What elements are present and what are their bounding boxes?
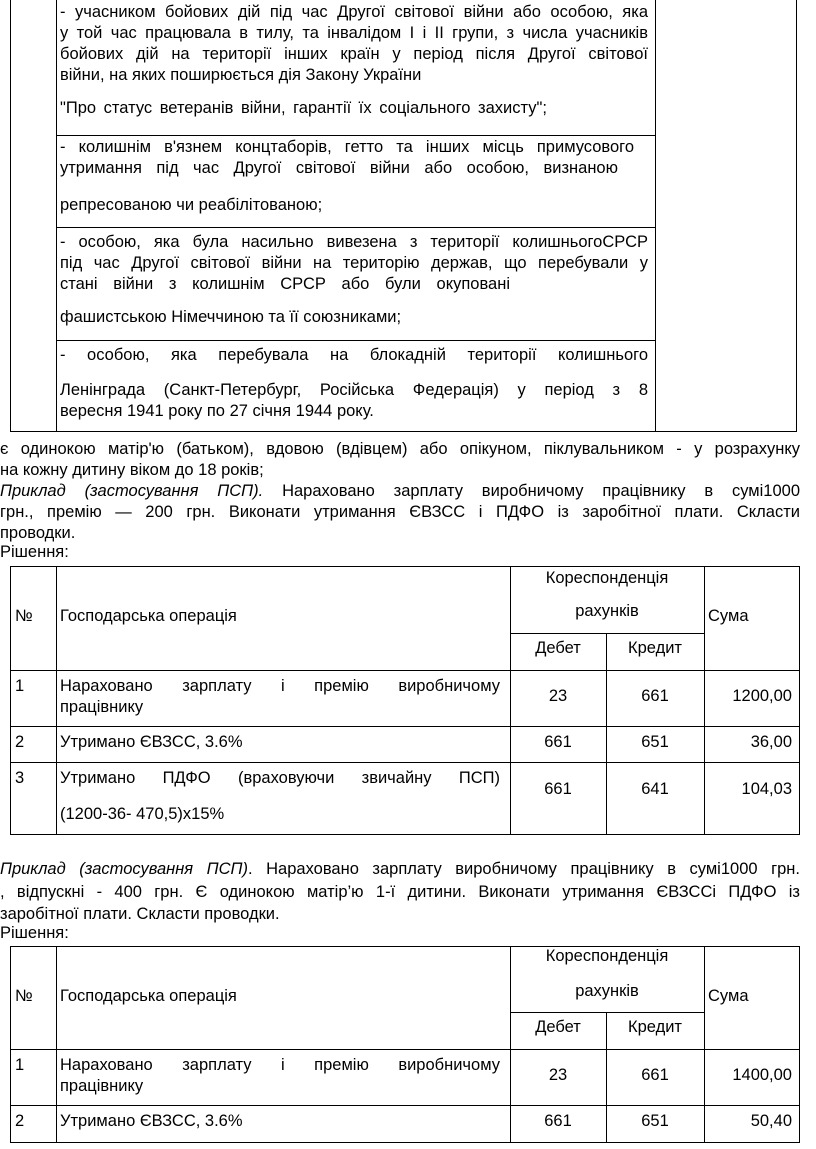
- t1-row1-op1: Нараховано зарплату і премію виробничому: [60, 677, 500, 695]
- example2-label: Приклад (застосування ПСП): [0, 860, 248, 878]
- t1-header-debit: Дебет: [535, 639, 581, 657]
- t1-row2-sum: 36,00: [750, 733, 792, 751]
- cell4-line1: - особою, яка перебувала на блокадній території колишнього: [60, 346, 648, 364]
- cell1-line2: у той час працювала в тилу, та інвалідом I і II групи, з числа учасників: [60, 24, 648, 42]
- t2-header-debit: Дебет: [535, 1018, 581, 1036]
- paragraph1-line1: є одинокою матір'ю (батьком), вдовою (вдівцем) або опікуном, піклувальником - у розрахунку: [0, 440, 800, 458]
- example2-line1: [0, 859, 800, 880]
- t1-row3-sum: 104,03: [741, 780, 792, 798]
- cell3-line2: під час Другої світової війни на територію держав, що перебували у: [60, 254, 648, 272]
- t2-header-operation: Господарська операція: [60, 987, 237, 1005]
- t1-row2-credit: 651: [641, 733, 669, 751]
- t1-header-corr2: рахунків: [575, 602, 639, 620]
- t2-header-corr1: Кореспонденція: [545, 947, 669, 965]
- t2-header-sum: Сума: [708, 987, 749, 1005]
- t1-row2-op1: Утримано ЄВЗСС, 3.6%: [60, 733, 243, 751]
- cell2-line1: - колишнім в'язнем концтаборів, гетто та інших місць примусового: [60, 138, 634, 156]
- example1-label: Приклад (застосування ПСП).: [0, 482, 264, 500]
- cell4-line3: вересня 1941 року по 27 січня 1944 року.: [60, 402, 374, 420]
- t1-row1-credit: 661: [641, 687, 669, 705]
- t1-row1-num: 1: [15, 677, 25, 695]
- t2-row2-credit: 651: [641, 1112, 669, 1130]
- t1-header-corr1: Кореспонденція: [545, 569, 669, 587]
- example2-solution: Рішення:: [0, 924, 69, 942]
- t1-row3-op1: Утримано ПДФО (враховуючи звичайну ПСП): [60, 769, 500, 787]
- t1-header-operation: Господарська операція: [60, 607, 237, 625]
- t1-row3-credit: 641: [641, 780, 669, 798]
- t2-row2-num: 2: [15, 1112, 25, 1130]
- example2-text1: . Нараховано зарплату виробничому працівнику в сумі1000 грн.: [248, 860, 800, 878]
- t2-row1-sum: 1400,00: [732, 1066, 792, 1084]
- paragraph1-line2: на кожну дитину віком до 18 років;: [0, 461, 264, 479]
- cell3-line1: - особою, яка була насильно вивезена з території колишньогоСРСР: [60, 233, 648, 251]
- example2-line3: заробітної плати. Скласти проводки.: [0, 905, 280, 923]
- t2-row1-num: 1: [15, 1056, 25, 1074]
- example2-line2: , відпускні - 400 грн. Є одинокою матір’ю 1-ї дитини. Виконати утримання ЄВЗССі ПДФО із: [0, 883, 800, 901]
- cell1-line1: - учасником бойових дій під час Другої світової війни або особою, яка: [60, 3, 648, 21]
- t1-row2-num: 2: [15, 733, 25, 751]
- t1-row3-debit: 661: [544, 780, 572, 798]
- cell2-extra: репресованою чи реабілітованою;: [60, 196, 323, 214]
- t2-row1-credit: 661: [641, 1066, 669, 1084]
- cell1-extra: "Про статус ветеранів війни, гарантії їх соціального захисту";: [60, 99, 547, 117]
- example1-text1: Нараховано зарплату виробничому працівнику в сумі1000: [263, 482, 801, 500]
- t1-row1-op2: працівнику: [60, 698, 144, 716]
- example1-line3: проводки.: [0, 524, 76, 542]
- t2-row1-op1: Нараховано зарплату і премію виробничому: [60, 1056, 500, 1074]
- cell1-line3: бойових дій на території інших країн у період після Другої світової: [60, 45, 648, 63]
- t1-header-credit: Кредит: [627, 639, 682, 657]
- cell2-line2: утримання під час Другої світової війни або особою, визнаною: [60, 159, 618, 177]
- t2-row2-op1: Утримано ЄВЗСС, 3.6%: [60, 1112, 243, 1130]
- example1-line1: [0, 481, 800, 502]
- example1-line2: грн., премію — 200 грн. Виконати утримання ЄВЗСС і ПДФО із заробітної плати. Скласти: [0, 503, 800, 521]
- t1-row3-num: 3: [15, 769, 25, 787]
- t2-row1-debit: 23: [548, 1066, 568, 1084]
- t1-row3-op2: (1200-36- 470,5)х15%: [60, 805, 225, 823]
- t2-row1-op2: працівнику: [60, 1077, 144, 1095]
- t2-row2-sum: 50,40: [750, 1112, 792, 1130]
- t1-row1-debit: 23: [548, 687, 568, 705]
- cell4-line2: Ленінграда (Санкт-Петербург, Російська Федерація) у період з 8: [60, 381, 648, 399]
- t2-header-credit: Кредит: [627, 1018, 682, 1036]
- t1-row1-sum: 1200,00: [732, 687, 792, 705]
- cell3-extra: фашистською Німеччиною та її союзниками;: [60, 308, 402, 326]
- cell3-line3: стані війни з колишнім СРСР або були окуповані: [60, 275, 510, 293]
- t1-header-sum: Сума: [708, 607, 749, 625]
- t2-header-num: №: [15, 987, 33, 1005]
- t2-header-corr2: рахунків: [575, 982, 639, 1000]
- cell1-line4: війни, на яких поширюється дія Закону України: [60, 66, 422, 84]
- t1-row2-debit: 661: [544, 733, 572, 751]
- example1-solution: Рішення:: [0, 543, 69, 561]
- t2-row2-debit: 661: [544, 1112, 572, 1130]
- t1-header-num: №: [15, 607, 33, 625]
